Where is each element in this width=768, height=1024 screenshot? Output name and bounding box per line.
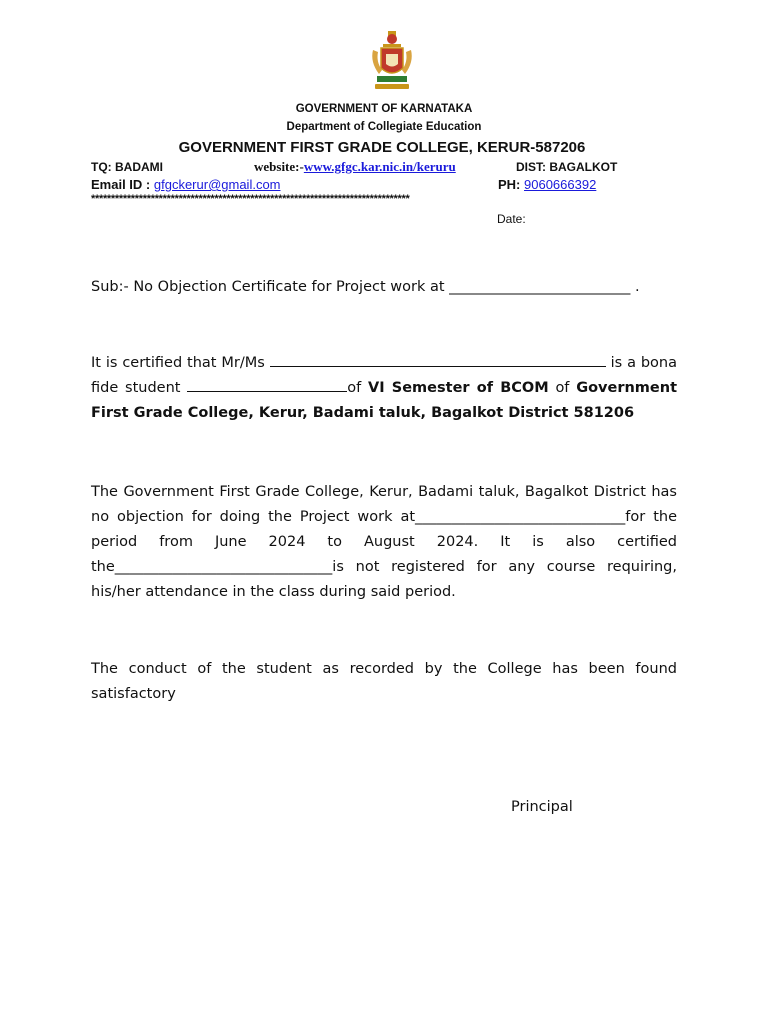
principal-signature: Principal — [511, 799, 573, 815]
district-text: DIST: BAGALKOT — [516, 160, 618, 174]
student-name-blank — [270, 352, 606, 367]
phone-line — [498, 177, 596, 192]
email-line — [91, 177, 281, 192]
college-name-text: Government First Grade College, Kerur, Badami taluk, Bagalkot District 581206 — [91, 380, 678, 421]
certification-paragraph — [91, 351, 677, 426]
register-number-blank — [187, 377, 347, 392]
p1-text-b: is a bona fide student — [91, 355, 677, 396]
department-title: Department of Collegiate Education — [286, 121, 482, 133]
taluk-text: TQ: BADAMI — [91, 160, 163, 174]
email-label: Email ID : — [91, 177, 151, 192]
phone-label: PH: — [498, 177, 521, 192]
website-label: website:- — [254, 159, 304, 174]
separator-line: ******************************************************************************** — [91, 193, 410, 205]
email-link[interactable]: gfgckerur@gmail.com — [153, 177, 281, 192]
p1-text-c: of — [347, 380, 362, 396]
semester-text: VI Semester of BCOM — [367, 380, 549, 396]
government-title: GOVERNMENT OF KARNATAKA — [295, 103, 473, 115]
date-label: Date: — [497, 212, 526, 226]
college-title: GOVERNMENT FIRST GRADE COLLEGE, KERUR-587206 — [178, 139, 586, 156]
phone-link[interactable]: 9060666392 — [524, 177, 597, 192]
website-line — [254, 159, 456, 175]
subject-line: Sub:- No Objection Certificate for Project work at _________________________ . — [91, 279, 640, 295]
conduct-paragraph: The conduct of the student as recorded by the College has been found satisfactory — [91, 661, 677, 702]
karnataka-emblem-icon — [369, 30, 415, 92]
p1-text-a: It is certified that Mr/Ms — [91, 355, 265, 371]
website-link[interactable]: www.gfgc.kar.nic.in/keruru — [303, 159, 456, 174]
p1-text-d: of — [555, 380, 570, 396]
objection-paragraph: The Government First Grade College, Kerur, Badami taluk, Bagalkot District has no objection for doing the Project work at_____________________________for the period from June 2024 to August 2024. It is also certified the______________________________is not registered for any course requiring, his/her attendance in the class during said period. — [91, 484, 677, 600]
